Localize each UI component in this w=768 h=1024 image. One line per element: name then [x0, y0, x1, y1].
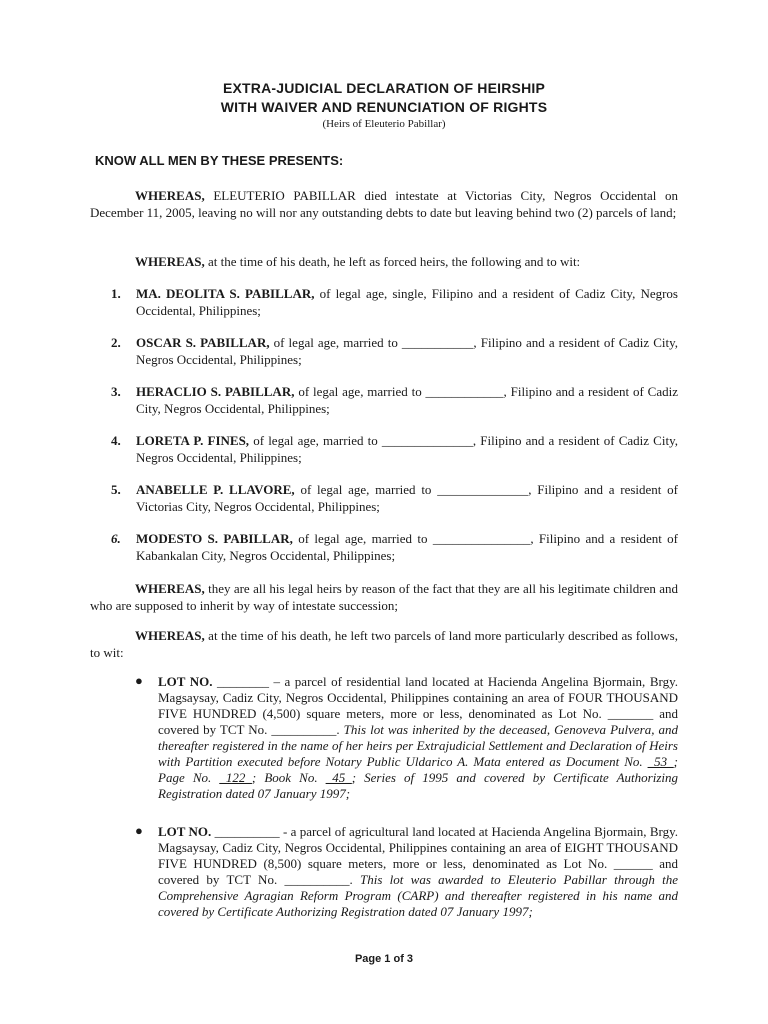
whereas-text: they are all his legal heirs by reason of the fact that they are all his legitimate children and who are supposed to inherit by way of intestate succession; [90, 581, 678, 613]
whereas-paragraph-2 [90, 253, 678, 270]
heir-number: 6. [111, 531, 121, 546]
lot-doc-no: _53_ [647, 754, 674, 769]
footer-prefix: Page [354, 953, 385, 965]
whereas-text: at the time of his death, he left as forced heirs, the following and to wit: [204, 254, 581, 269]
lot-label: LOT NO. [158, 674, 213, 689]
heir-item-4 [111, 432, 678, 466]
lot-history-end: ; Series of 1995 and covered by Certificate Authorizing Registration dated 07 January 1997; [158, 770, 678, 801]
heir-number: 2. [111, 335, 121, 350]
lot-description: __________ - a parcel of agricultural land located at Hacienda Angelina Bjormain, Brgy. Magsaysay, Cadiz City, Negros Occidental, Philippines containing an area of EIGHT THOUSAND FIVE HUNDRED (8,500) square meters, more or less, denominated as Lot No. ______ and covered by TCT No. __________. [158, 824, 678, 887]
heir-name: OSCAR S. PABILLAR, [136, 335, 270, 350]
heir-details: of legal age, married to ____________, Filipino and a resident of Cadiz City, Negros Occidental, Philippines; [136, 384, 679, 416]
bullet-icon: ● [135, 673, 143, 688]
heir-name: MODESTO S. PABILLAR, [136, 531, 293, 546]
heir-details: of legal age, married to _______________, Filipino and a resident of Kabankalan City, Negros Occidental, Philippines; [136, 531, 678, 563]
lot-history-part: ; Book No. [251, 770, 326, 785]
heir-number: 4. [111, 433, 121, 448]
whereas-lead: WHEREAS, [135, 628, 205, 643]
whereas-lead: WHEREAS, [135, 254, 205, 269]
footer-mid: of [390, 953, 407, 965]
heir-item-1 [111, 285, 678, 319]
footer-total: 3 [406, 953, 414, 965]
heir-name: MA. DEOLITA S. PABILLAR, [136, 286, 315, 301]
lot-book-no: _45_ [325, 770, 352, 785]
whereas-lead: WHEREAS, [135, 581, 205, 596]
whereas-text: ELEUTERIO PABILLAR died intestate at Victorias City, Negros Occidental on December 11, 2005, leaving no will nor any outstanding debts to date but leaving behind two (2) parcels of land; [90, 188, 678, 220]
bullet-icon: ● [135, 823, 143, 838]
whereas-text: at the time of his death, he left two parcels of land more particularly described as follows, to wit: [90, 628, 678, 660]
whereas-paragraph-3 [90, 580, 678, 614]
heir-number: 5. [111, 482, 121, 497]
heir-number: 3. [111, 384, 121, 399]
heir-name: HERACLIO S. PABILLAR, [136, 384, 295, 399]
heir-details: of legal age, single, Filipino and a resident of Cadiz City, Negros Occidental, Philippines; [136, 286, 678, 318]
know-all-heading: KNOW ALL MEN BY THESE PRESENTS: [95, 153, 344, 168]
heir-details: of legal age, married to ___________, Filipino and a resident of Cadiz City, Negros Occidental, Philippines; [136, 335, 678, 367]
lot-page-no: _122_ [219, 770, 252, 785]
whereas-lead: WHEREAS, [135, 188, 205, 203]
heir-name: LORETA P. FINES, [136, 433, 250, 448]
heir-item-6 [111, 530, 678, 564]
whereas-paragraph-4 [90, 627, 678, 661]
lot-history: This lot was awarded to Eleuterio Pabillar through the Comprehensive Agragian Reform Program (CARP) and thereafter registered in his name and covered by Certificate Authorizing Registration dated 07 January 1997; [158, 872, 678, 919]
heir-number: 1. [111, 286, 121, 301]
heir-item-3 [111, 383, 678, 417]
lot-item-1 [135, 674, 678, 802]
lot-item-2 [135, 824, 678, 920]
document-title-line1: EXTRA-JUDICIAL DECLARATION OF HEIRSHIP [222, 80, 546, 96]
lot-history: This lot was inherited by the deceased, Genoveva Pulvera, and thereafter registered in the name of her heirs per Extrajudicial Settlement and Declaration of Heirs with Partition executed before Notary Public Uldarico A. Mata entered as Document No. [158, 722, 678, 769]
lot-description: ________ – a parcel of residential land located at Hacienda Angelina Bjormain, Brgy. Magsaysay, Cadiz City, Negros Occidental, Philippines containing an area of FOUR THOUSAND FIVE HUNDRED (4,500) square meters, more or less, denominated as Lot No. _______ and covered by TCT No. __________. [158, 674, 678, 737]
heir-item-2 [111, 334, 678, 368]
document-subtitle: (Heirs of Eleuterio Pabillar) [322, 118, 446, 130]
heir-item-5 [111, 481, 678, 515]
footer-page: 1 [384, 953, 391, 965]
whereas-paragraph-1 [90, 187, 678, 221]
heir-details: of legal age, married to ______________, Filipino and a resident of Cadiz City, Negros Occidental, Philippines; [136, 433, 678, 465]
lot-history-part: ; Page No. [158, 754, 678, 785]
heir-details: of legal age, married to ______________, Filipino and a resident of Victorias City, Negros Occidental, Philippines; [136, 482, 678, 514]
lot-label: LOT NO. [158, 824, 212, 839]
heir-name: ANABELLE P. LLAVORE, [136, 482, 295, 497]
document-title-line2: WITH WAIVER AND RENUNCIATION OF RIGHTS [220, 99, 548, 115]
page-number-footer [0, 953, 768, 965]
